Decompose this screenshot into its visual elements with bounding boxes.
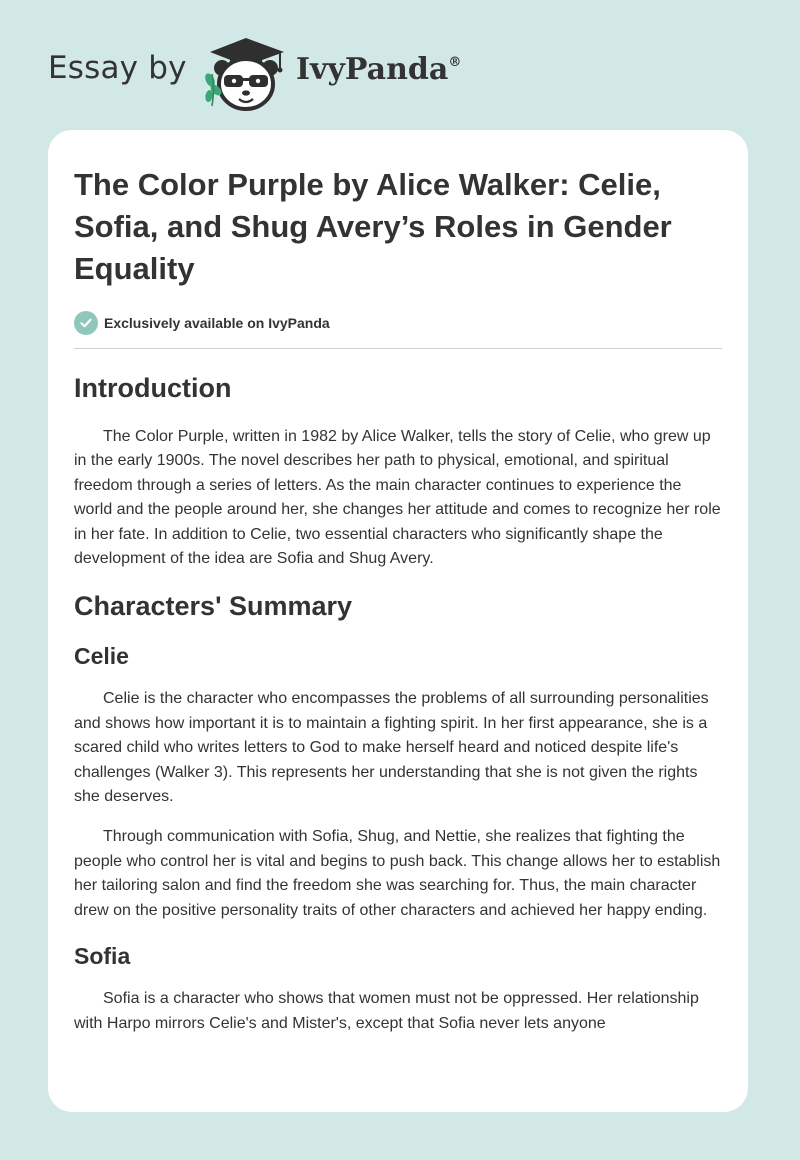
paragraph-introduction: The Color Purple, written in 1982 by Alice Walker, tells the story of Celie, who grew up in the early 1900s. The novel describes her path to physical, emotional, and spiritual freedom through a series of letters. As the main character continues to experience the world and the people around her, she changes her attitude and comes to recognize her role in her fate. In addition to Celie, two essential characters who significantly shape the development of the idea are Sofia and Shug Avery.	[74, 428, 721, 568]
article-content	[74, 164, 722, 1036]
essay-by-label: Essay by	[48, 50, 187, 86]
checkmark-icon	[74, 311, 98, 335]
site-header	[0, 0, 800, 130]
section-heading-introduction: Introduction	[74, 373, 232, 403]
paragraph-sofia-1: Sofia is a character who shows that women must not be oppressed. Her relationship with Harpo mirrors Celie's and Mister's, except that Sofia never lets anyone	[74, 990, 699, 1032]
article-title: The Color Purple by Alice Walker: Celie, Sofia, and Shug Avery’s Roles in Gender Equality	[74, 167, 672, 286]
divider	[74, 348, 722, 349]
registered-mark: ®	[448, 55, 462, 70]
article-card	[48, 130, 748, 1112]
exclusive-badge-text: Exclusively available on IvyPanda	[104, 315, 330, 331]
section-heading-characters-summary: Characters' Summary	[74, 591, 353, 622]
paragraph-celie-1: Celie is the character who encompasses the problems of all surrounding personalities and shows how important it is to maintain a fighting spirit. In her first appearance, she is a scared child who writes letters to God to make herself heard and noticed despite life's challenges (Walker 3). This represents her understanding that she is not given the rights she deserves.	[74, 690, 709, 806]
subsection-heading-celie: Celie	[74, 643, 129, 670]
paragraph-celie-2: Through communication with Sofia, Shug, and Nettie, she realizes that fighting the people who control her is vital and begins to push back. This change allows her to establish her tailoring salon and find the freedom she was searching for. Thus, the main character drew on the positive personality traits of other characters and achieved her happy ending.	[74, 828, 721, 919]
brand-logo-text[interactable]	[296, 52, 461, 87]
exclusive-badge	[74, 310, 722, 336]
panda-graduate-icon[interactable]	[200, 34, 292, 114]
subsection-heading-sofia: Sofia	[74, 943, 131, 970]
brand-name: IvyPanda	[296, 52, 449, 87]
